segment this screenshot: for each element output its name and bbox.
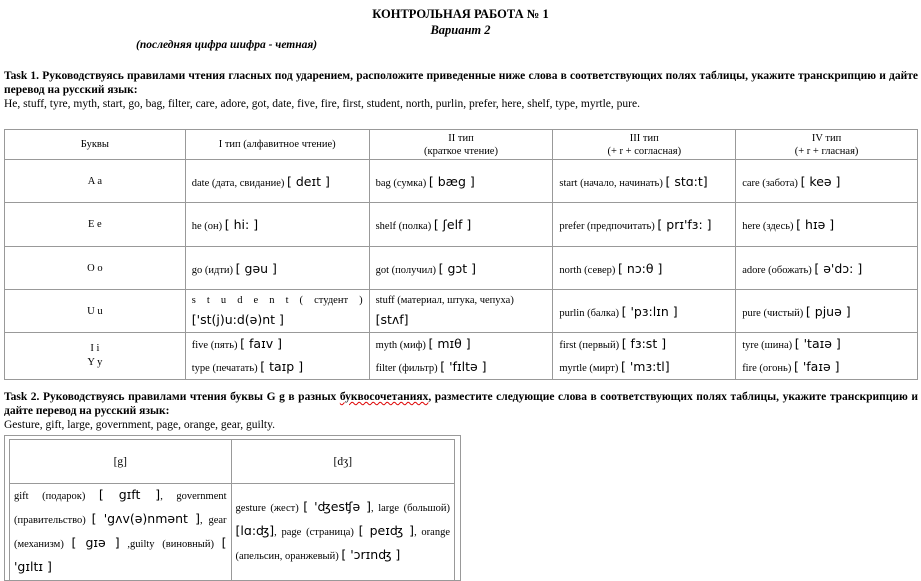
type3-cell: start (начало, начинать) [ stɑ:t]	[553, 160, 736, 203]
table-row-u	[5, 290, 918, 333]
table-row-a	[5, 160, 918, 203]
header-type1: I тип (алфавитное чтение)	[185, 130, 369, 160]
header-dz-sound: [dʒ]	[231, 440, 454, 484]
type4-cell: care (забота) [ keə ]	[736, 160, 918, 203]
type2-cell: myth (миф) [ mɪθ ] filter (фильтр) [ 'fɪltə ]	[369, 333, 553, 380]
task1-instruction: Task 1. Руководствуясь правилами чтения гласных под ударением, расположите приведенные ниже слова в соответствующих полях таблицы, укажите транскрипцию и дайте перевод на русский язык:	[4, 70, 918, 96]
vowels-table	[4, 129, 918, 380]
type2-cell: stuff (материал, штука, чепуха) [stʌf]	[369, 290, 553, 333]
header-type3: III тип (+ r + согласная)	[553, 130, 736, 160]
type2-cell: shelf (полка) [ ʃelf ]	[369, 203, 553, 247]
type4-cell: pure (чистый) [ pjuə ]	[736, 290, 918, 333]
type2-cell: bag (сумка) [ bæg ]	[369, 160, 553, 203]
letter-cell: A a	[5, 160, 186, 203]
task2-instruction: Task 2. Руководствуясь правилами чтения буквы G g в разных буквосочетаниях, разместите следующие слова в соответствующих полях таблицы, укажите транскрипцию и дайте перевод на русский язык:	[4, 391, 918, 417]
type4-cell: tyre (шина) [ 'taɪə ] fire (огонь) [ 'faɪə ]	[736, 333, 918, 380]
type4-cell: adore (обожать) [ ə'dɔ: ]	[736, 247, 918, 290]
type1-cell: he (он) [ hi: ]	[185, 203, 369, 247]
g-sound-words-cell: gift (подарок) [ gɪft ], government (правительство) [ 'gʌv(ə)nmənt ], gear (механизм) [ gɪə ] ,guilty (виновный) [ 'gɪltɪ ]	[10, 484, 232, 581]
type4-cell: here (здесь) [ hɪə ]	[736, 203, 918, 247]
type1-cell: date (дата, свидание) [ deɪt ]	[185, 160, 369, 203]
header-letters: Буквы	[5, 130, 186, 160]
header-type4: IV тип (+ r + гласная)	[736, 130, 918, 160]
type1-cell: go (идти) [ gəu ]	[185, 247, 369, 290]
letter-cell: E e	[5, 203, 186, 247]
header-type2: II тип (краткое чтение)	[369, 130, 553, 160]
t2-body-row	[10, 484, 455, 581]
letter-cell: U u	[5, 290, 186, 333]
g-letter-table	[9, 439, 455, 581]
type1-cell: five (пять) [ faɪv ] type (печатать) [ taɪp ]	[185, 333, 369, 380]
t2-header-row	[10, 440, 455, 484]
task1-block	[4, 69, 918, 111]
table-row-e	[5, 203, 918, 247]
task2-block	[4, 390, 918, 432]
type3-cell: first (первый) [ fɜ:st ] myrtle (мирт) [ 'mɜ:tl]	[553, 333, 736, 380]
type3-cell: prefer (предпочитать) [ prɪ'fɜ: ]	[553, 203, 736, 247]
header-g-sound: [g]	[10, 440, 232, 484]
letter-cell: I i Y y	[5, 333, 186, 380]
type1-cell: s t u d e n t ( студент ) ['st(j)u:d(ə)nt ]	[185, 290, 369, 333]
task1-word-list: He, stuff, tyre, myth, start, go, bag, filter, care, adore, got, date, five, fire, first, student, north, purlin, prefer, here, shelf, type, myrtle, pure.	[4, 98, 640, 110]
type3-cell: north (север) [ nɔ:θ ]	[553, 247, 736, 290]
document-title: КОНТРОЛЬНАЯ РАБОТА № 1	[372, 7, 549, 21]
table-row-o	[5, 247, 918, 290]
table-row-iy	[5, 333, 918, 380]
table-header-row	[5, 130, 918, 160]
dz-sound-words-cell: gesture (жест) [ 'ʤesʧə ], large (большой) [lɑ:ʤ], page (страница) [ peɪʤ ], orange (апельсин, оранжевый) [ 'ɔrɪnʤ ]	[231, 484, 454, 581]
variant-subtitle: (последняя цифра шифра - четная)	[136, 39, 318, 51]
letter-cell: O o	[5, 247, 186, 290]
task2-word-list: Gesture, gift, large, government, page, orange, gear, guilty.	[4, 419, 275, 431]
variant-label: Вариант 2	[430, 23, 491, 37]
type2-cell: got (получил) [ gɔt ]	[369, 247, 553, 290]
type3-cell: purlin (балка) [ 'pɜ:lɪn ]	[553, 290, 736, 333]
